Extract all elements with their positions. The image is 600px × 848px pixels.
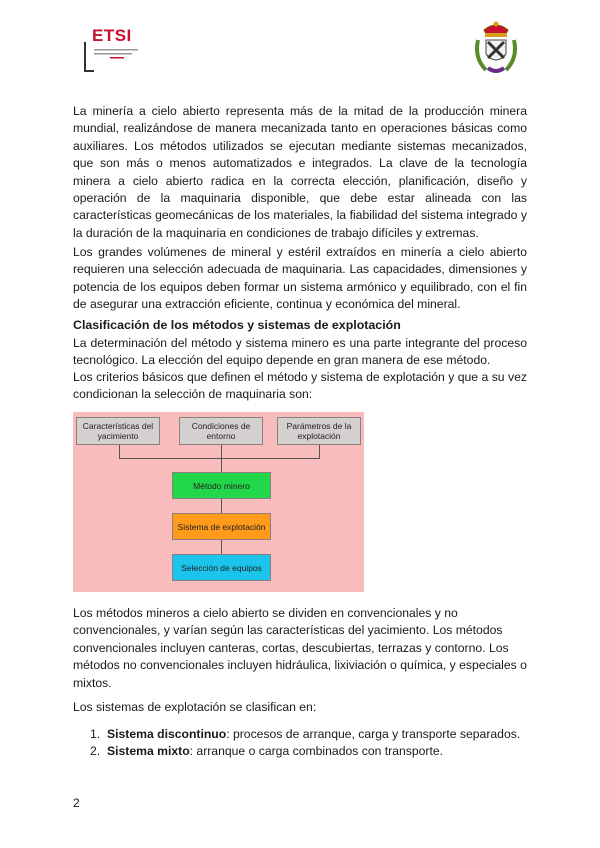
list-number: 2. bbox=[90, 744, 101, 758]
connector-arrow bbox=[221, 499, 222, 513]
connector-line bbox=[319, 445, 320, 458]
systems-intro-paragraph: Los sistemas de explotación se clasifican en: bbox=[73, 700, 317, 714]
etsi-logo-text: ETSI bbox=[92, 26, 132, 45]
logo-bracket bbox=[84, 42, 94, 72]
step-equipment-selection: Selección de equipos bbox=[172, 554, 271, 581]
list-term: Sistema mixto bbox=[107, 744, 190, 758]
connector-line bbox=[119, 445, 120, 458]
section-paragraph-2: Los criterios básicos que definen el método y sistema de explotación y que a su vez condicionan la selección de maquinaria son: bbox=[73, 370, 527, 402]
section-paragraph-1: La determinación del método y sistema minero es una parte integrante del proceso tecnológico. La elección del equipo depende en gran manera de ese método. bbox=[73, 336, 527, 368]
connector-line bbox=[119, 458, 320, 459]
methods-paragraph: Los métodos mineros a cielo abierto se dividen en convencionales y no convencionales, y varían según las características del yacimiento. Los métodos convencionales incluyen canteras, cortas, descubiertas, terrazas y contorno. Los métodos no convencionales incluyen hidráulica, lixiviación o química, y especiales o mixtos. bbox=[73, 606, 527, 690]
input-environment-conditions: Condiciones de entorno bbox=[179, 417, 263, 445]
list-description: : arranque o carga combinados con transporte. bbox=[189, 744, 444, 758]
etsi-logo-subtext bbox=[94, 48, 140, 60]
list-number: 1. bbox=[90, 727, 101, 741]
mining-coat-of-arms-icon bbox=[470, 18, 522, 76]
list-description: : procesos de arranque, carga y transporte separados. bbox=[226, 727, 521, 741]
input-exploitation-parameters: Parámetros de la explotación bbox=[277, 417, 361, 445]
list-item bbox=[90, 726, 520, 743]
connector-arrow bbox=[221, 458, 222, 472]
list-term: Sistema discontinuo bbox=[107, 727, 227, 741]
connector-arrow bbox=[221, 540, 222, 554]
intro-paragraph: La minería a cielo abierto representa más de la mitad de la producción minera mundial, realizándose de manera mecanizada tanto en operaciones básicas como auxiliares. Los métodos utilizados se ejecutan mediante sistemas mecanizados, que son más o menos automatizados e integrados. La clave de la tecnología minera a cielo abierto radica en la correcta elección, planificación, diseño y operación de la maquinaria disponible, que debe estar alineada con las características geomecánicas de los materiales, la fiabilidad del sistema integrado y la duración de la maquinaria en condiciones de trabajo difíciles y extremas. bbox=[73, 104, 527, 240]
machinery-paragraph: Los grandes volúmenes de mineral y estéril extraídos en minería a cielo abierto requieren una selección adecuada de maquinaria. Las capacidades, dimensiones y potencia de los equipos deben formar un sistema armónico y equilibrado, con el fin de asegurar una extracción eficiente, continua y económica del mineral. bbox=[73, 245, 527, 312]
connector-line bbox=[221, 445, 222, 458]
step-exploitation-system: Sistema de explotación bbox=[172, 513, 271, 540]
section-heading: Clasificación de los métodos y sistemas de explotación bbox=[73, 318, 401, 332]
etsi-logo bbox=[84, 26, 144, 72]
selection-flow-diagram bbox=[73, 412, 364, 592]
step-mining-method: Método minero bbox=[172, 472, 271, 499]
input-deposit-characteristics: Características del yacimiento bbox=[76, 417, 160, 445]
list-item bbox=[90, 743, 520, 760]
page-number: 2 bbox=[73, 796, 80, 810]
systems-list bbox=[90, 726, 520, 760]
